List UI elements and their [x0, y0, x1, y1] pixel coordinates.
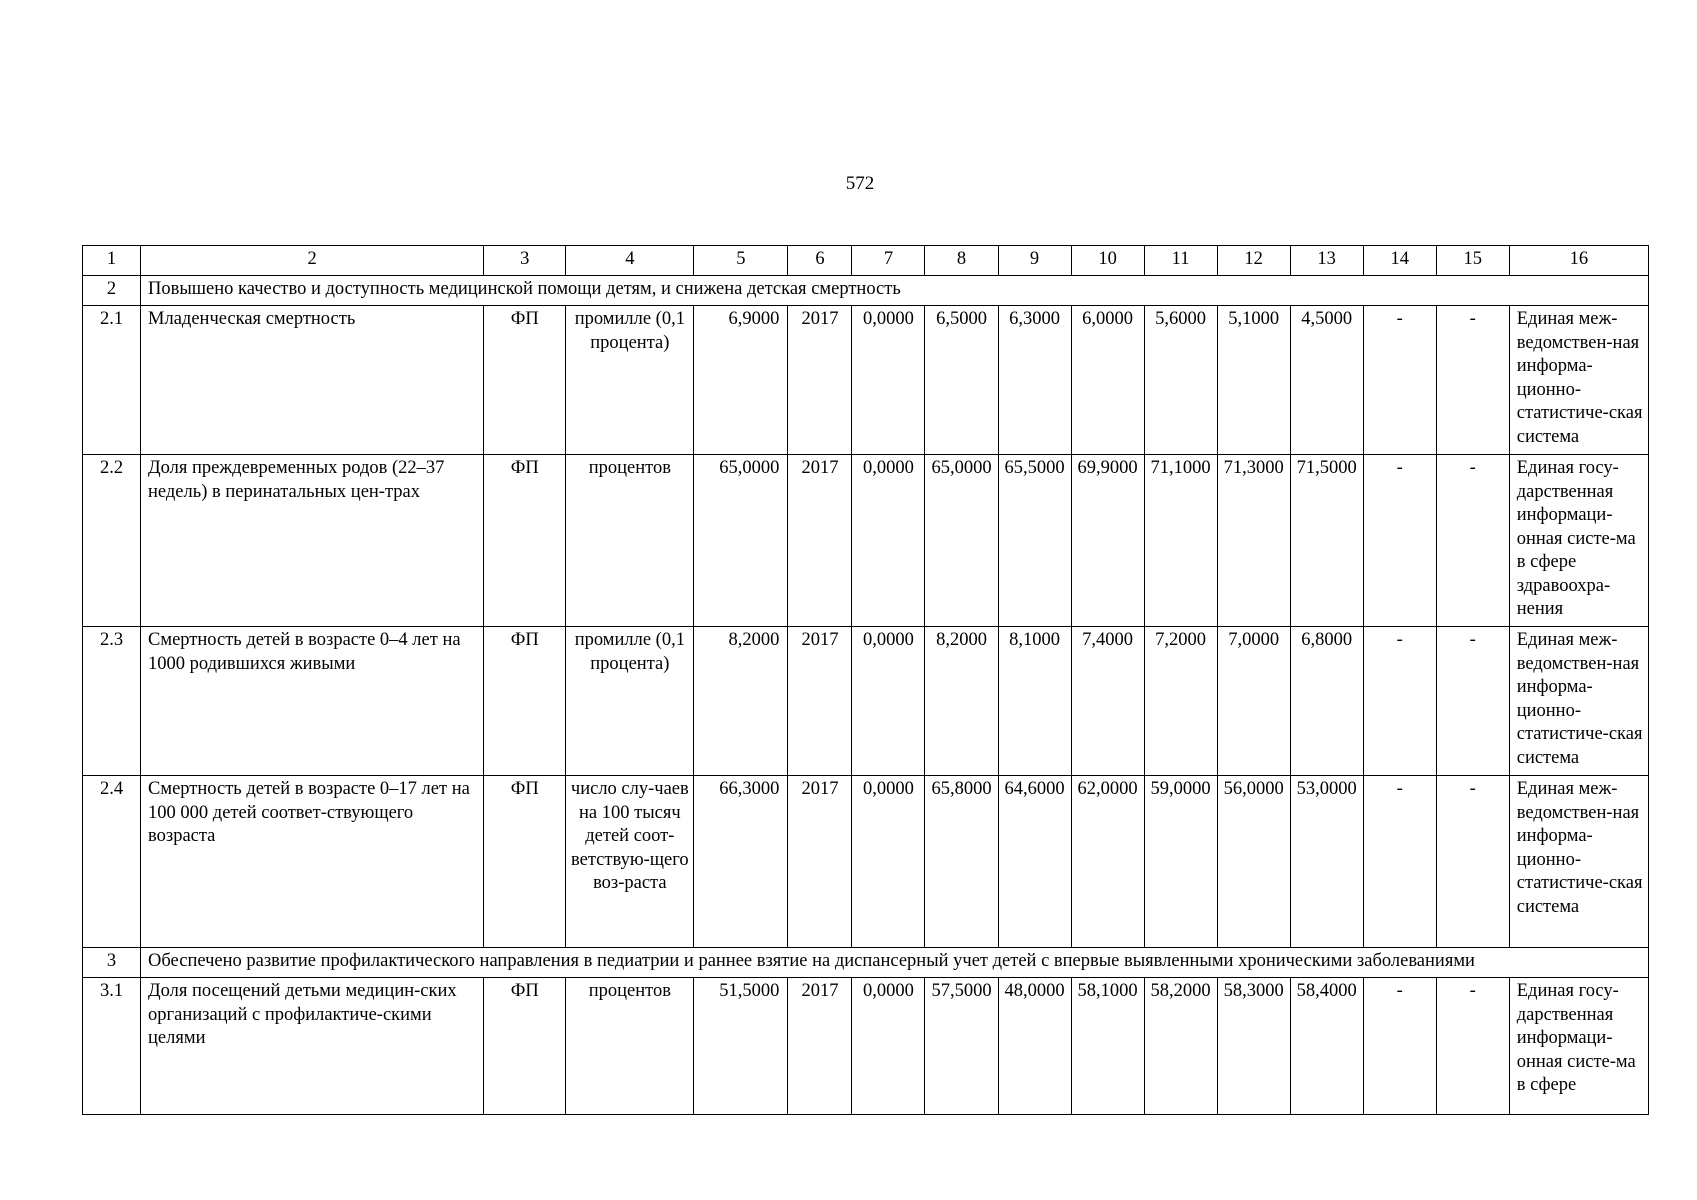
period-value: 58,3000 [1217, 978, 1290, 1115]
table-row [83, 978, 1649, 1115]
indicator-table [82, 245, 1649, 1115]
period-value: 71,1000 [1144, 455, 1217, 627]
section-title: Повышено качество и доступность медицинской помощи детям, и снижена детская смертность [141, 276, 1649, 306]
column-header-1: 1 [83, 246, 141, 276]
section-number: 2 [83, 276, 141, 306]
period-value: 7,4000 [1071, 627, 1144, 776]
period-value: 5,1000 [1217, 306, 1290, 455]
period-value: 4,5000 [1290, 306, 1363, 455]
column-15-value: - [1436, 306, 1509, 455]
period-value: 6,8000 [1290, 627, 1363, 776]
column-header-9: 9 [998, 246, 1071, 276]
data-source: Единая меж-ведомствен-ная информа-ционно-статистиче-ская система [1509, 306, 1648, 455]
data-source: Единая госу-дарственная информаци-онная систе-ма в сфере здравоохра-нения [1509, 455, 1648, 627]
indicator-type: ФП [484, 306, 566, 455]
period-value: 0,0000 [852, 455, 925, 627]
data-source: Единая меж-ведомствен-ная информа-ционно-статистиче-ская система [1509, 776, 1648, 948]
column-header-7: 7 [852, 246, 925, 276]
column-14-value: - [1363, 627, 1436, 776]
data-source: Единая госу-дарственная информаци-онная систе-ма в сфере [1509, 978, 1648, 1115]
column-header-11: 11 [1144, 246, 1217, 276]
period-value: 0,0000 [852, 627, 925, 776]
column-header-4: 4 [566, 246, 694, 276]
unit-of-measure: число слу-чаев на 100 тысяч детей соот-ветствую-щего воз-раста [566, 776, 694, 948]
base-year: 2017 [788, 306, 852, 455]
column-14-value: - [1363, 306, 1436, 455]
row-number: 2.1 [83, 306, 141, 455]
period-value: 69,9000 [1071, 455, 1144, 627]
page-number: 572 [845, 173, 875, 194]
period-value: 65,8000 [925, 776, 998, 948]
column-header-13: 13 [1290, 246, 1363, 276]
indicator-name: Смертность детей в возрасте 0–17 лет на 100 000 детей соответ-ствующего возраста [141, 776, 484, 948]
period-value: 56,0000 [1217, 776, 1290, 948]
indicator-type: ФП [484, 455, 566, 627]
period-value: 59,0000 [1144, 776, 1217, 948]
row-number: 2.4 [83, 776, 141, 948]
period-value: 65,5000 [998, 455, 1071, 627]
unit-of-measure: процентов [566, 978, 694, 1115]
indicator-type: ФП [484, 627, 566, 776]
table-row [83, 455, 1649, 627]
column-header-10: 10 [1071, 246, 1144, 276]
period-value: 58,4000 [1290, 978, 1363, 1115]
unit-of-measure: процентов [566, 455, 694, 627]
period-value: 53,0000 [1290, 776, 1363, 948]
base-year: 2017 [788, 776, 852, 948]
column-header-6: 6 [788, 246, 852, 276]
column-header-5: 5 [694, 246, 788, 276]
unit-of-measure: промилле (0,1 процента) [566, 306, 694, 455]
base-value: 65,0000 [694, 455, 788, 627]
period-value: 71,3000 [1217, 455, 1290, 627]
table-row [83, 306, 1649, 455]
data-source: Единая меж-ведомствен-ная информа-ционно-статистиче-ская система [1509, 627, 1648, 776]
column-header-3: 3 [484, 246, 566, 276]
indicator-type: ФП [484, 978, 566, 1115]
period-value: 62,0000 [1071, 776, 1144, 948]
period-value: 6,0000 [1071, 306, 1144, 455]
column-header-16: 16 [1509, 246, 1648, 276]
section-title: Обеспечено развитие профилактического направления в педиатрии и раннее взятие на диспансерный учет детей с впервые выявленными хроническими заболеваниями [141, 948, 1649, 978]
period-value: 5,6000 [1144, 306, 1217, 455]
period-value: 8,1000 [998, 627, 1071, 776]
row-number: 3.1 [83, 978, 141, 1115]
base-year: 2017 [788, 455, 852, 627]
period-value: 58,2000 [1144, 978, 1217, 1115]
base-value: 8,2000 [694, 627, 788, 776]
period-value: 57,5000 [925, 978, 998, 1115]
column-15-value: - [1436, 978, 1509, 1115]
column-14-value: - [1363, 455, 1436, 627]
column-header-14: 14 [1363, 246, 1436, 276]
period-value: 6,3000 [998, 306, 1071, 455]
column-14-value: - [1363, 978, 1436, 1115]
base-year: 2017 [788, 627, 852, 776]
header-row [83, 246, 1649, 276]
column-15-value: - [1436, 455, 1509, 627]
base-value: 51,5000 [694, 978, 788, 1115]
section-row [83, 948, 1649, 978]
indicator-name: Доля посещений детьми медицин-ских организаций с профилактиче-скими целями [141, 978, 484, 1115]
column-header-8: 8 [925, 246, 998, 276]
period-value: 7,2000 [1144, 627, 1217, 776]
period-value: 65,0000 [925, 455, 998, 627]
table-row [83, 776, 1649, 948]
row-number: 2.2 [83, 455, 141, 627]
section-number: 3 [83, 948, 141, 978]
period-value: 64,6000 [998, 776, 1071, 948]
base-value: 6,9000 [694, 306, 788, 455]
period-value: 58,1000 [1071, 978, 1144, 1115]
period-value: 0,0000 [852, 978, 925, 1115]
column-15-value: - [1436, 627, 1509, 776]
period-value: 8,2000 [925, 627, 998, 776]
column-14-value: - [1363, 776, 1436, 948]
indicator-name: Доля преждевременных родов (22–37 недель) в перинатальных цен-трах [141, 455, 484, 627]
table-row [83, 627, 1649, 776]
period-value: 0,0000 [852, 306, 925, 455]
section-row [83, 276, 1649, 306]
period-value: 6,5000 [925, 306, 998, 455]
base-value: 66,3000 [694, 776, 788, 948]
base-year: 2017 [788, 978, 852, 1115]
indicator-type: ФП [484, 776, 566, 948]
indicator-name: Смертность детей в возрасте 0–4 лет на 1000 родившихся живыми [141, 627, 484, 776]
column-header-15: 15 [1436, 246, 1509, 276]
column-15-value: - [1436, 776, 1509, 948]
row-number: 2.3 [83, 627, 141, 776]
column-header-2: 2 [141, 246, 484, 276]
column-header-12: 12 [1217, 246, 1290, 276]
indicator-name: Младенческая смертность [141, 306, 484, 455]
period-value: 48,0000 [998, 978, 1071, 1115]
period-value: 7,0000 [1217, 627, 1290, 776]
unit-of-measure: промилле (0,1 процента) [566, 627, 694, 776]
period-value: 71,5000 [1290, 455, 1363, 627]
period-value: 0,0000 [852, 776, 925, 948]
